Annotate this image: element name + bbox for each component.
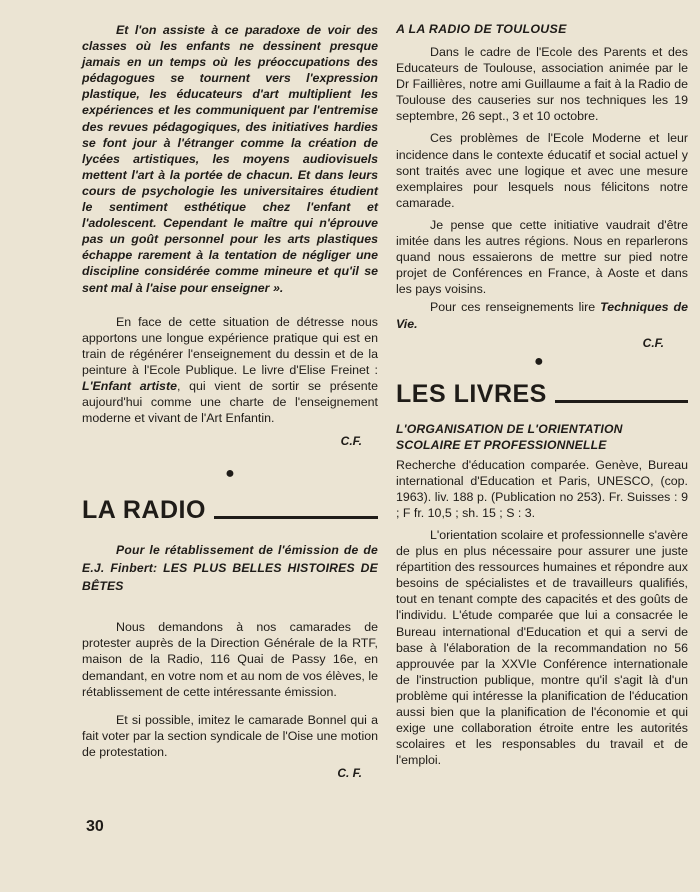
- art-paragraph-prefix: En face de cette situation de détresse nous apportons une longue expérience pratique qui est en train de régénérer l'enseignement du dessin et de la peinture à l'Ecole Publique. Le livre d'Elise Freinet :: [82, 314, 378, 377]
- toulouse-paragraph-4: [396, 299, 688, 331]
- toulouse-heading: A LA RADIO DE TOULOUSE: [396, 22, 567, 36]
- section-title-livres: [396, 380, 688, 409]
- signature-cf-1: C.F.: [340, 434, 362, 449]
- section-title-livres-text: LES LIVRES: [396, 379, 547, 408]
- section-title-radio: [82, 496, 378, 525]
- signature-cf-2: C. F.: [337, 766, 362, 780]
- radio-paragraph-2: Et si possible, imitez le camarade Bonnel qui a fait voter par la section syndicale de l'Oise une motion de protestation.: [82, 712, 378, 759]
- left-column: [82, 22, 378, 780]
- techniques-de-vie-ref: Techniques de Vie.: [396, 300, 688, 331]
- book-title-enfant-artiste: L'Enfant artiste: [82, 378, 177, 393]
- book-title: L'ORGANISATION DE L'ORIENTATION SCOLAIRE ET PROFESSIONNELLE: [396, 421, 623, 452]
- radio-subheading: Pour le rétablissement de l'émission de de E.J. Finbert: LES PLUS BELLES HISTOIRES DE BÊTES: [82, 543, 378, 594]
- art-paragraph-suffix: , qui vient de sortir se présente aujourd'hui comme une charte de l'enseignement moderne et vivant de l'Art Enfantin.: [82, 378, 378, 426]
- section-title-rule: [555, 400, 688, 403]
- toulouse-paragraph-2: Ces problèmes de l'Ecole Moderne et leur incidence dans le contexte éducatif et social actuel y sont traités avec une logique et avec une mesure exemplaires pour lesquels nous félicitons notre camarade.: [396, 131, 688, 210]
- book-review-paragraph: L'orientation scolaire et professionnelle s'avère de plus en plus nécessaire pour assurer une juste répartition des ressources humaines et répondre aux besoins de spécialistes et de travailleurs qualifiés, tout en tenant compte des capacités et des goûts de l'individu. L'étude comparée que lui a consacrée le Bureau international d'Education et qui a servi de base à l'élaboration de la recommandation no 56 approuvée par la XXVIe Conférence internationale de l'instruction publique, montre qu'il s'agit là d'un problème qui intéresse la planification de l'éducation aussi bien que la planification de l'économie et qui exige une collaboration étroite entre les autorités scolaires et les responsables du travail et de l'emploi.: [396, 527, 688, 768]
- toulouse-paragraph-1: Dans le cadre de l'Ecole des Parents et des Educateurs de Toulouse, association animée par le Dr Faillières, notre ami Guillaume a fait à la Radio de Toulouse des causeries sur nos techniques les 19 septembre, 26 sept., 3 et 10 octobre.: [396, 45, 688, 124]
- page-number: 30: [86, 818, 104, 835]
- quote-paragraph: Et l'on assiste à ce paradoxe de voir des classes où les enfants ne dessinent presque jamais en un temps où les préoccupations des pédagogues se tournent vers l'expression plastique, les éducateurs d'art multiplient les expériences et les communiquent par l'entremise des revues pédagogiques, des initiatives hardies se font jour à l'étranger comme la création de lycées artistiques, les moyens audiovisuels mettent l'art à la portée de chacun. Et dans leurs cours de psychologie les universitaires étudient le sentiment esthétique chez l'enfant et l'adolescent. Cependant le maître qui n'éprouve pas un goût personnel pour les arts plastiques échappe rarement à la tentation de négliger une discipline considérée comme mineure et qu'il se sent mal à l'aise pour enseigner ».: [82, 23, 378, 295]
- right-column: [396, 22, 688, 768]
- section-bullet-left: ●: [225, 465, 235, 483]
- radio-paragraph-1: Nous demandons à nos camarades de protester auprès de la Direction Générale de la RTF, maison de la Radio, 116 Quai de Passy 16e, en demandant, en votre nom et au nom de vos élèves, le rétablissement de cette intéressante émission.: [82, 620, 378, 699]
- signature-cf-3: C.F.: [642, 335, 664, 350]
- toulouse-paragraph-3: Je pense que cette initiative vaudrait d'être imitée dans les autres régions. Nous en reparlerons quand nous essaierons de mettre sur pied notre projet de Conférences en France, à Aoste et dans les pays voisins.: [396, 217, 688, 297]
- section-bullet-right: ●: [534, 352, 544, 370]
- section-title-radio-text: LA RADIO: [82, 496, 206, 525]
- toulouse-paragraph-4-prefix: Pour ces renseignements lire: [430, 300, 601, 315]
- book-reference: Recherche d'éducation comparée. Genève, Bureau international d'Education et Paris, UNESCO, (cop. 1963). liv. 188 p. (Publication no 253). Fr. Suisses : 9 ; F fr. 10,5 ; sh. 15 ; S : 3.: [396, 457, 688, 520]
- art-paragraph: [82, 314, 378, 427]
- section-title-rule: [214, 516, 378, 519]
